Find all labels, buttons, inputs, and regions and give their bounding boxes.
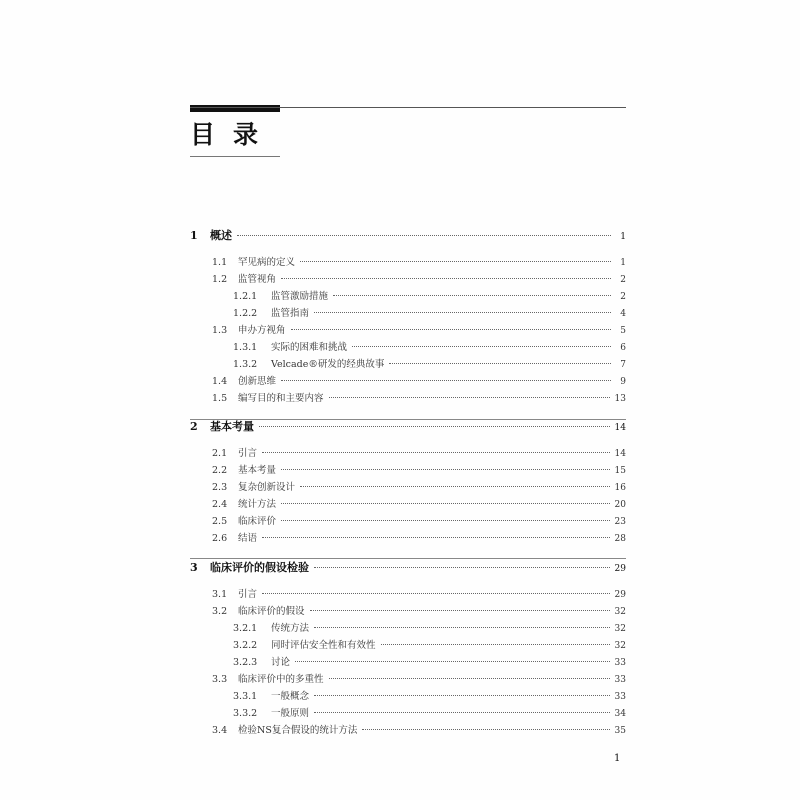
toc-entry-number: 2.1 bbox=[212, 448, 228, 459]
toc-entry-page: 29 bbox=[614, 564, 626, 574]
toc-entry-title: 传统方法 bbox=[271, 623, 310, 634]
dot-leader bbox=[262, 452, 610, 453]
toc-entry-title: 创新思维 bbox=[238, 376, 277, 387]
toc-entry-title: Velcade®研发的经典故事 bbox=[271, 359, 385, 370]
toc-entry[interactable] bbox=[212, 323, 626, 339]
chapter-divider bbox=[190, 558, 626, 559]
toc-entry-number: 1.3 bbox=[212, 325, 228, 336]
toc-entry-number: 1.1 bbox=[212, 257, 228, 268]
dot-leader bbox=[281, 520, 610, 521]
toc-entry[interactable] bbox=[212, 391, 626, 407]
toc-entry-title: 编写目的和主要内容 bbox=[238, 393, 324, 404]
toc-entry-page: 23 bbox=[614, 517, 626, 527]
dot-leader bbox=[314, 627, 610, 628]
toc-entry-title: 实际的困难和挑战 bbox=[271, 342, 348, 353]
dot-leader bbox=[333, 295, 611, 296]
toc-chapter[interactable] bbox=[190, 560, 626, 576]
toc-entry-page: 14 bbox=[614, 449, 626, 459]
dot-leader bbox=[281, 469, 610, 470]
toc-entry-page: 35 bbox=[614, 726, 626, 736]
dot-leader bbox=[389, 363, 611, 364]
toc-entry-title: 引言 bbox=[238, 589, 258, 600]
toc-entry-number: 3.4 bbox=[212, 725, 228, 736]
toc-entry-page: 29 bbox=[614, 590, 626, 600]
dot-leader bbox=[262, 593, 610, 594]
page-title: 目录 bbox=[190, 120, 277, 149]
toc-entry-page: 1 bbox=[620, 232, 626, 242]
toc-entry-number: 1.5 bbox=[212, 393, 228, 404]
dot-leader bbox=[259, 426, 610, 427]
toc-entry-number: 3.3 bbox=[212, 674, 228, 685]
toc-entry-title: 一般原则 bbox=[271, 708, 310, 719]
dot-leader bbox=[300, 486, 610, 487]
dot-leader bbox=[329, 397, 610, 398]
toc-entry[interactable] bbox=[212, 723, 626, 739]
dot-leader bbox=[237, 235, 611, 236]
toc-entry[interactable] bbox=[233, 689, 626, 705]
toc-entry-number: 3.3.1 bbox=[233, 691, 258, 702]
toc-entry-page: 15 bbox=[614, 466, 626, 476]
toc-entry-number: 3 bbox=[190, 561, 198, 574]
toc-entry[interactable] bbox=[233, 357, 626, 373]
page-number: 1 bbox=[614, 753, 621, 764]
toc-entry-page: 1 bbox=[620, 258, 626, 268]
dot-leader bbox=[281, 278, 611, 279]
toc-entry-page: 16 bbox=[614, 483, 626, 493]
dot-leader bbox=[295, 661, 610, 662]
toc-entry-page: 33 bbox=[614, 658, 626, 668]
toc-entry-number: 2 bbox=[190, 420, 198, 433]
toc-entry-title: 概述 bbox=[210, 229, 232, 242]
toc-entry-page: 28 bbox=[614, 534, 626, 544]
toc-entry-page: 9 bbox=[620, 377, 626, 387]
toc-entry-title: 基本考量 bbox=[210, 420, 254, 433]
toc-entry-number: 1.4 bbox=[212, 376, 228, 387]
toc-entry-title: 检验NS复合假设的统计方法 bbox=[238, 725, 358, 736]
toc-entry-number: 3.2 bbox=[212, 606, 228, 617]
toc-entry-number: 1.2 bbox=[212, 274, 228, 285]
toc-entry-page: 5 bbox=[620, 326, 626, 336]
toc-entry-number: 2.3 bbox=[212, 482, 228, 493]
toc-entry[interactable] bbox=[233, 289, 626, 305]
toc-entry-title: 监管激励措施 bbox=[271, 291, 329, 302]
toc-entry-number: 3.2.2 bbox=[233, 640, 258, 651]
toc-entry-title: 同时评估安全性和有效性 bbox=[271, 640, 376, 651]
toc-entry-number: 2.4 bbox=[212, 499, 228, 510]
toc-entry-number: 1.3.1 bbox=[233, 342, 258, 353]
toc-entry-page: 32 bbox=[614, 624, 626, 634]
toc-entry-page: 32 bbox=[614, 641, 626, 651]
toc-entry-number: 3.2.1 bbox=[233, 623, 258, 634]
toc-entry-number: 1.3.2 bbox=[233, 359, 258, 370]
toc-entry-number: 1.2.2 bbox=[233, 308, 258, 319]
toc-entry-title: 讨论 bbox=[271, 657, 291, 668]
dot-leader bbox=[262, 537, 610, 538]
toc-entry[interactable] bbox=[233, 340, 626, 356]
dot-leader bbox=[314, 695, 610, 696]
toc-entry-number: 1.2.1 bbox=[233, 291, 258, 302]
toc-entry-title: 复杂创新设计 bbox=[238, 482, 296, 493]
toc-entry[interactable] bbox=[212, 255, 626, 271]
chapter-divider bbox=[190, 419, 626, 420]
toc-entry-title: 结语 bbox=[238, 533, 258, 544]
toc-entry-page: 33 bbox=[614, 692, 626, 702]
toc-entry-title: 临床评价中的多重性 bbox=[238, 674, 324, 685]
toc-entry-page: 32 bbox=[614, 607, 626, 617]
toc-entry-page: 13 bbox=[614, 394, 626, 404]
toc-entry-title: 临床评价的假设检验 bbox=[210, 561, 309, 574]
toc-entry[interactable] bbox=[233, 306, 626, 322]
toc-entry-title: 监管视角 bbox=[238, 274, 277, 285]
toc-entry-title: 监管指南 bbox=[271, 308, 310, 319]
toc-entry-page: 14 bbox=[614, 423, 626, 433]
dot-leader bbox=[281, 503, 610, 504]
toc-entry[interactable] bbox=[233, 655, 626, 671]
toc-entry-number: 3.1 bbox=[212, 589, 228, 600]
toc-entry-page: 4 bbox=[620, 309, 626, 319]
toc-entry-page: 2 bbox=[620, 275, 626, 285]
toc-entry-title: 临床评价 bbox=[238, 516, 277, 527]
dot-leader bbox=[314, 567, 610, 568]
toc-entry-page: 34 bbox=[614, 709, 626, 719]
toc-entry-number: 2.2 bbox=[212, 465, 228, 476]
toc-entry[interactable] bbox=[233, 638, 626, 654]
toc-entry[interactable] bbox=[212, 497, 626, 513]
toc-entry[interactable] bbox=[212, 604, 626, 620]
toc-entry[interactable] bbox=[212, 531, 626, 547]
toc-entry-number: 3.2.3 bbox=[233, 657, 258, 668]
dot-leader bbox=[352, 346, 611, 347]
toc-entry[interactable] bbox=[212, 514, 626, 530]
toc-entry-page: 7 bbox=[620, 360, 626, 370]
toc-entry[interactable] bbox=[212, 374, 626, 390]
toc-chapter[interactable] bbox=[190, 228, 626, 244]
toc-entry-title: 引言 bbox=[238, 448, 258, 459]
dot-leader bbox=[381, 644, 610, 645]
dot-leader bbox=[329, 678, 610, 679]
toc-entry-number: 3.3.2 bbox=[233, 708, 258, 719]
toc-chapter[interactable] bbox=[190, 419, 626, 435]
dot-leader bbox=[314, 312, 611, 313]
dot-leader bbox=[314, 712, 610, 713]
toc-entry-page: 2 bbox=[620, 292, 626, 302]
toc-entry-number: 2.6 bbox=[212, 533, 228, 544]
toc-entry[interactable] bbox=[212, 587, 626, 603]
toc-entry-title: 申办方视角 bbox=[238, 325, 286, 336]
toc-entry-page: 20 bbox=[614, 500, 626, 510]
toc-entry-number: 1 bbox=[190, 229, 198, 242]
toc-entry[interactable] bbox=[212, 463, 626, 479]
toc-entry-number: 2.5 bbox=[212, 516, 228, 527]
toc-entry-title: 基本考量 bbox=[238, 465, 277, 476]
toc-entry[interactable] bbox=[212, 272, 626, 288]
toc-entry[interactable] bbox=[212, 672, 626, 688]
toc-entry[interactable] bbox=[212, 446, 626, 462]
dot-leader bbox=[300, 261, 611, 262]
toc-entry-title: 临床评价的假设 bbox=[238, 606, 305, 617]
toc-entry-title: 一般概念 bbox=[271, 691, 310, 702]
toc-entry[interactable] bbox=[233, 706, 626, 722]
toc-entry-title: 罕见病的定义 bbox=[238, 257, 296, 268]
toc-entry-page: 33 bbox=[614, 675, 626, 685]
toc-entry[interactable] bbox=[212, 480, 626, 496]
dot-leader bbox=[281, 380, 611, 381]
dot-leader bbox=[362, 729, 609, 730]
toc-entry-page: 6 bbox=[620, 343, 626, 353]
toc-entry[interactable] bbox=[233, 621, 626, 637]
toc-entry-title: 统计方法 bbox=[238, 499, 277, 510]
dot-leader bbox=[310, 610, 610, 611]
dot-leader bbox=[291, 329, 611, 330]
